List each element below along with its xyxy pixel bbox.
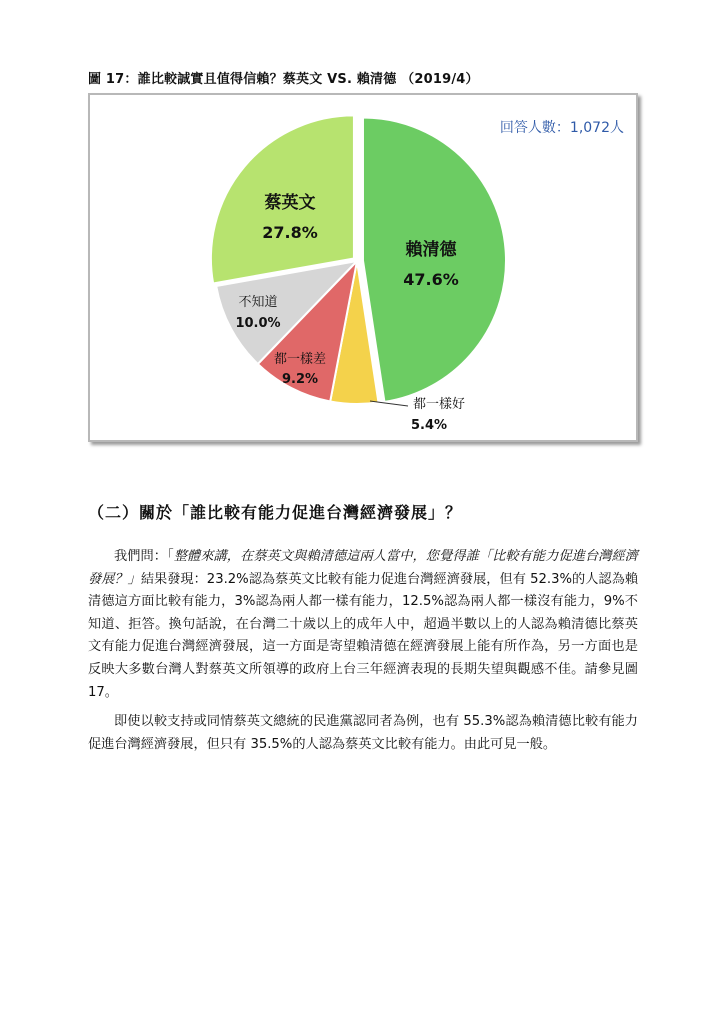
paragraph-1-quote: 整體來講，在蔡英文與賴清德這兩人當中，您覺得誰「比較有能力促進台灣經濟發展？」: [88, 549, 638, 587]
pie-label-value-tsai: 27.8%: [262, 223, 318, 242]
paragraph-2: 即使以較支持或同情蔡英文總統的民進黨認同者為例，也有 55.3%認為賴清德比較有能力促進台灣經濟發展，但只有 35.5%的人認為蔡英文比較有能力。由此可見一般。: [88, 714, 638, 752]
pie-label-value-both-good: 5.4%: [410, 418, 448, 433]
figure-title: 圖 17：誰比較誠實且值得信賴？蔡英文 VS. 賴清德 （2019/4）: [88, 72, 479, 87]
pie-label-name-tsai: 蔡英文: [264, 193, 316, 213]
paragraph-1: [88, 546, 638, 704]
paragraph-1-rest: 結果發現：23.2%認為蔡英文比較有能力促進台灣經濟發展，但有 52.3%的人認為賴清德這方面比較有能力，3%認為兩人都一樣有能力，12.5%認為兩人都一樣沒有能力，9%不知道、拒答。換句話說，在台灣二十歲以上的成年人中，超過半數以上的人認為賴清德比蔡英文有能力促進台灣經濟發展，這一方面是寄望賴清德在經濟發展上能有所作為，另一方面也是反映大多數台灣人對蔡英文所領導的政府上台三年經濟表現的長期失望與觀感不佳。請參見圖 17。: [88, 571, 639, 700]
pie-label-name-dont-know: 不知道: [238, 295, 278, 310]
chart-frame: [88, 93, 638, 442]
pie-chart: [90, 95, 636, 440]
respondents-count: 回答人數：1,072人: [499, 120, 624, 136]
pie-label-name-lai: 賴清德: [405, 240, 457, 260]
section-heading: （二）關於「誰比較有能力促進台灣經濟發展」？: [88, 503, 463, 522]
pie-label-name-both-good: 都一樣好: [412, 397, 466, 412]
paragraph-1-start: 我們問：「: [114, 549, 174, 564]
pie-label-value-dont-know: 10.0%: [235, 316, 281, 331]
pie-label-value-both-bad: 9.2%: [281, 372, 319, 387]
pie-label-name-both-bad: 都一樣差: [273, 352, 327, 367]
pie-label-value-lai: 47.6%: [403, 270, 459, 289]
